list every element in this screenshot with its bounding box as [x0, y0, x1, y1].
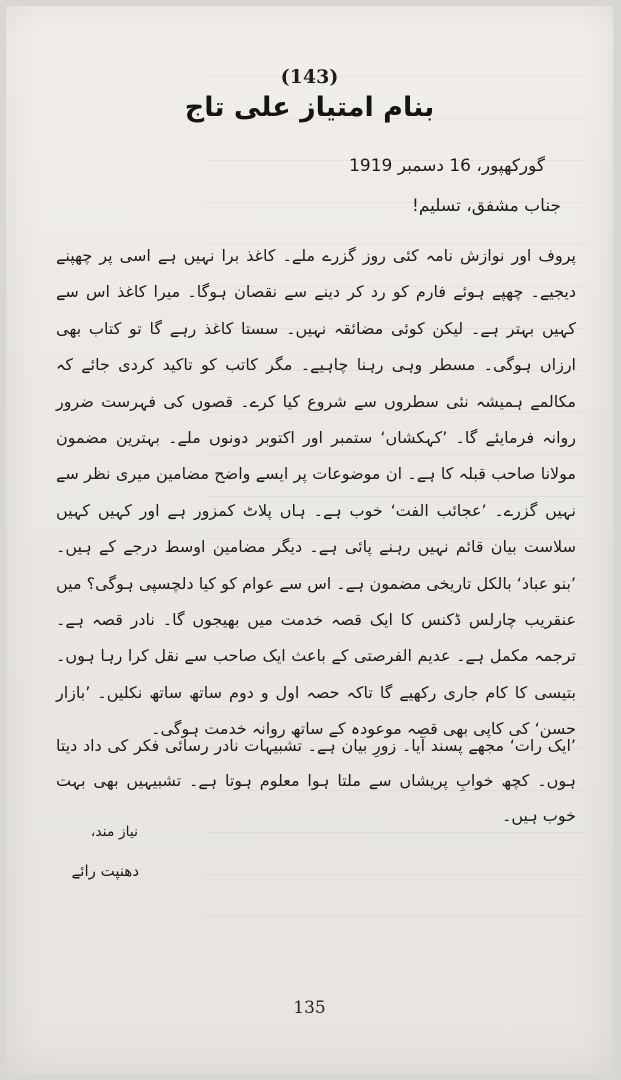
- paragraph-2: ’ایک رات‘ مجھے پسند آیا۔ زورِ بیان ہے۔ تشبیہات نادر رسائی فکر کی داد دیتا ہوں۔ کچھ خوابِ پریشاں سے ملتا ہوا معلوم ہوتا ہے۔ تشبیہیں بھی بہت خوب ہیں۔: [56, 736, 576, 825]
- paragraph-1: پروف اور نوازش نامہ کئی روز گزرے ملے۔ کاغذ برا نہیں ہے اسی پر چھپنے دیجیے۔ چھپے ہوئے فارم کو رد کر دینے سے نقصان ہوگا۔ میرا کاغذ اس سے کہیں بہتر ہے۔ لیکن کوئی مضائقہ نہیں۔ سستا کاغذ رہے گا تو کتاب بھی ارزاں ہوگی۔ مسطر وہی رہنا چاہیے۔ مگر کاتب کو تاکید کردی جائے کہ مکالمے ہمیشہ نئی سطروں سے شروع کیا کرے۔ قصوں کی فہرست ضرور روانہ فرمایئے گا۔ ’کہکشاں‘ ستمبر اور اکتوبر دونوں ملے۔ بہترین مضمون مولانا صاحب قبلہ کا ہے۔ ان موضوعات پر ایسے واضح مضامین میری نظر سے نہیں گزرے۔ ’عجائب الفت‘ خوب ہے۔ ہاں پلاٹ کمزور ہے اور کہیں کہیں سلاست بیان قائم نہیں رہنے پائی ہے۔ دیگر مضامین اوسط درجے کے ہیں۔ ’بنو عباد‘ بالکل تاریخی مضمون ہے۔ اس سے عوام کو کیا دلچسپی ہوگی؟ میں عنقریب چارلس ڈکنس کا ایک قصہ خدمت میں بھیجوں گا۔ نادر قصہ ہے۔ ترجمہ مکمل ہے۔ عدیم الفرصتی کے باعث ایک صاحب سے نقل کرا رہا ہوں۔ بتیسی کا کام جاری رکھیے گا تاکہ حصہ اول و دوم ساتھ ساتھ نکلیں۔ ’بازار حسن‘ کی کاپی بھی قصہ موعودہ کے ساتھ روانہ خدمت ہوگی۔: [56, 246, 576, 739]
- letter-title: بنام امتیاز علی تاج: [184, 92, 435, 123]
- letter-number: (143): [280, 66, 339, 88]
- page-number: 135: [293, 998, 326, 1018]
- book-page: [6, 6, 613, 1074]
- letter-signature: دھنپت رائے: [71, 862, 139, 880]
- letter-closing: نیاز مند،: [90, 824, 138, 840]
- letter-salutation: جناب مشفق، تسلیم!: [412, 196, 561, 216]
- letter-body: [56, 238, 576, 748]
- letter-dateline: گورکھپور، 16 دسمبر 1919: [349, 156, 545, 176]
